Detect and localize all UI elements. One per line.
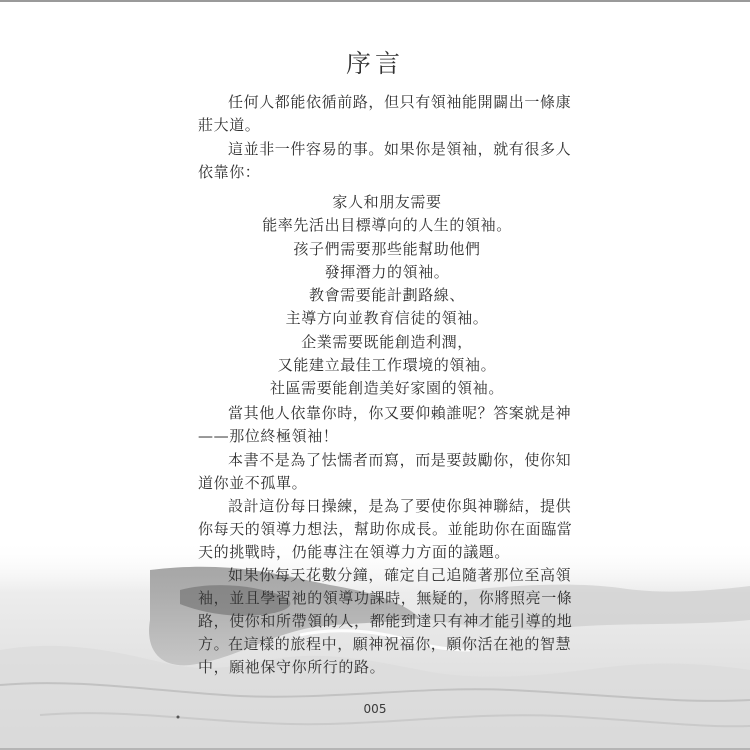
poem-line-1: 家人和朋友需要: [332, 193, 442, 211]
paragraph-3: 當其他人依靠你時，你又要仰賴誰呢？答案就是神——那位終極領袖！: [198, 404, 572, 445]
poem-line-2: 能率先活出目標導向的人生的領袖。: [262, 216, 512, 235]
poem-line-3: 孩子們需要那些能幫助他們: [293, 239, 481, 258]
top-border-line: [0, 0, 750, 2]
poem-line-7: 企業需要既能創造利潤，: [301, 332, 473, 351]
paragraph-1: 任何人都能依循前路，但只有領袖能開闢出一條康莊大道。: [198, 93, 572, 134]
paragraph-4: 本書不是為了怯懦者而寫，而是要鼓勵你，使你知道你並不孤單。: [198, 451, 572, 492]
paragraph-7: 在這樣的旅程中，願神祝福你，願你活在祂的智慧中，願祂保守你所行的路。: [198, 635, 572, 676]
poem-line-9: 社區需要能創造美好家園的領袖。: [269, 379, 504, 398]
poem-line-4: 發揮潛力的領袖。: [324, 262, 450, 281]
paragraph-6: 如果你每天花數分鐘，確定自己追隨著那位至高領袖，並且學習祂的領導功課時，無疑的，你將照亮一條路，使你和所帶領的人，都能到達只有神才能引導的地方。: [198, 566, 573, 653]
page-number: 005: [363, 702, 387, 716]
poem-line-6: 主導方向並教育信徒的領袖。: [285, 309, 489, 328]
paragraph-2: 這並非一件容易的事。如果你是領袖，就有很多人依靠你：: [198, 140, 572, 181]
poem-line-5: 教會需要能計劃路線、: [308, 286, 465, 305]
page-title: 序言: [345, 49, 404, 78]
paragraph-5: 設計這份每日操練，是為了要使你與神聯結，提供你每天的領導力想法，幫助你成長。並能助你在面臨當天的挑戰時，仍能專注在領導力方面的議題。: [198, 497, 573, 561]
poem-block: [198, 191, 576, 401]
poem-line-8: 又能建立最佳工作環境的領袖。: [277, 356, 497, 375]
